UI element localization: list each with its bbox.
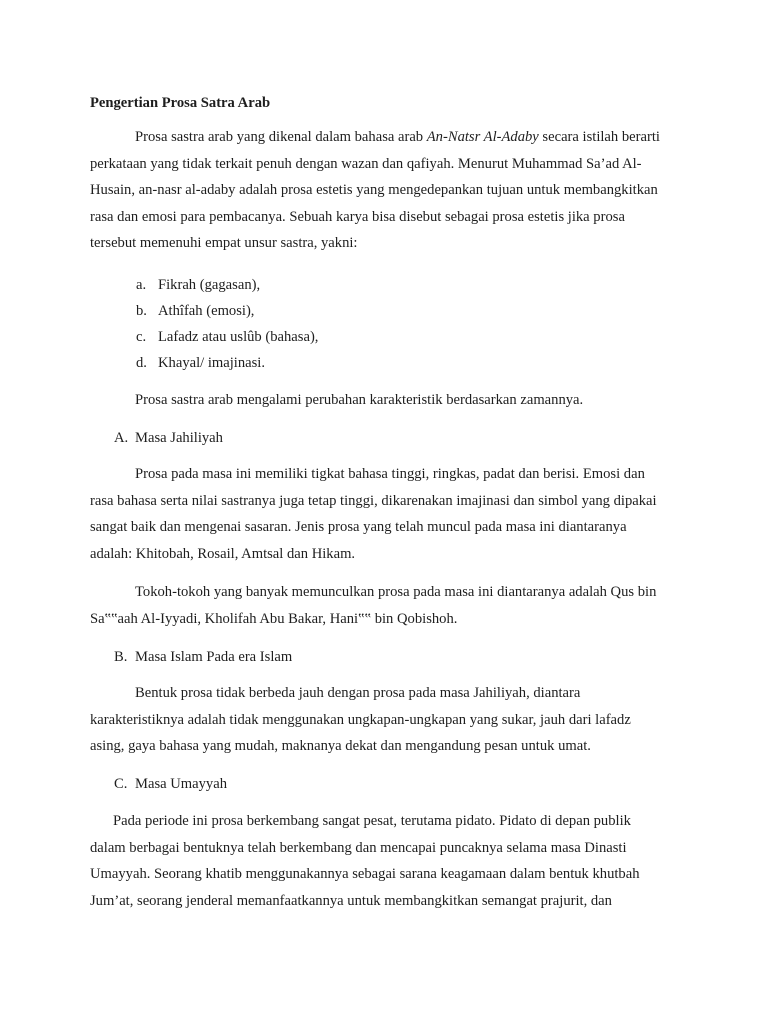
intro-paragraph [90,124,670,257]
section-heading-a [114,428,223,448]
section-a-paragraph-2 [90,579,670,632]
intro-line-1-start: Prosa sastra arab yang dikenal dalam bahasa arab [135,129,427,145]
paragraph-line: Jum’at, seorang jenderal memanfaatkannya untuk membangkitkan semangat prajurit, dan [90,892,612,909]
list-item [136,327,318,347]
intro-line-3: Husain, an-nasr al-adaby adalah prosa estetis yang mengedepankan tujuan untuk membangkitkan [90,182,658,198]
summary-paragraph [90,387,670,414]
intro-line-1 [90,124,670,151]
paragraph-line: asing, gaya bahasa yang mudah, maknanya dekat dan mengandung pesan untuk umat. [90,738,591,754]
intro-line-4: rasa dan emosi para pembacanya. Sebuah karya bisa disebut sebagai prosa estetis jika prosa [90,208,625,225]
paragraph-line: Sa‟‟aah Al-Iyyadi, Kholifah Abu Bakar, Hani‟‟ bin Qobishoh. [90,610,458,627]
list-item-text: Khayal/ imajinasi. [158,355,265,371]
intro-line-2: perkataan yang tidak terkait penuh dengan wazan dan qafiyah. Menurut Muhammad Sa’ad Al- [90,155,642,172]
summary-line: Prosa sastra arab mengalami perubahan karakteristik berdasarkan zamannya. [135,392,584,408]
list-marker: c. [136,329,147,345]
list-item-text: Athîfah (emosi), [158,303,255,319]
paragraph-line: Pada periode ini prosa berkembang sangat pesat, terutama pidato. Pidato di depan publik [113,813,631,829]
section-heading-text: Masa Islam Pada era Islam [135,649,293,665]
paragraph-line: dalam berbagai bentuknya telah berkembang dan mencapai puncaknya selama masa Dinasti [90,839,627,856]
section-b-paragraph-1 [90,680,670,760]
document-title: Pengertian Prosa Satra Arab [90,95,271,111]
paragraph-line: karakteristiknya adalah tidak menggunakan ungkapan-ungkapan yang sukar, jauh dari lafadz [90,711,631,728]
list-item [136,275,260,295]
paragraph-line: sangat baik dan mengenai sasaran. Jenis prosa yang telah muncul pada masa ini diantaranya [90,519,627,535]
list-marker: a. [136,277,147,293]
section-heading-text: Masa Jahiliyah [135,430,223,446]
list-item [136,301,254,321]
section-heading-c [114,774,227,794]
list-item-text: Fikrah (gagasan), [158,277,261,293]
section-heading-text: Masa Umayyah [135,776,227,792]
paragraph-line: Bentuk prosa tidak berbeda jauh dengan prosa pada masa Jahiliyah, diantara [135,685,581,701]
section-marker: B. [114,649,128,665]
section-c-paragraph-1 [90,808,670,914]
paragraph-line: Prosa pada masa ini memiliki tigkat bahasa tinggi, ringkas, padat dan berisi. Emosi dan [135,466,645,482]
list-marker: d. [136,355,147,371]
intro-line-5: tersebut memenuhi empat unsur sastra, yakni: [90,235,358,251]
list-marker: b. [136,303,147,319]
paragraph-line: Umayyah. Seorang khatib menggunakannya sebagai sarana keagamaan dalam bentuk khutbah [90,866,640,882]
section-heading-b [114,647,292,667]
section-marker: A. [114,430,129,446]
intro-line-1-end: secara istilah berarti [538,129,660,145]
intro-term-italic: An-Natsr Al-Adaby [426,129,539,145]
list-item-text: Lafadz atau uslûb (bahasa), [158,329,319,345]
paragraph-line: adalah: Khitobah, Rosail, Amtsal dan Hikam. [90,545,356,562]
section-a-paragraph-1 [90,461,670,567]
paragraph-line: Tokoh-tokoh yang banyak memunculkan prosa pada masa ini diantaranya adalah Qus bin [135,584,657,600]
paragraph-line: rasa bahasa serta nilai sastranya juga tetap tinggi, dikarenakan imajinasi dan simbol yang dipakai [90,492,657,509]
section-marker: C. [114,776,128,792]
list-item [136,353,265,373]
